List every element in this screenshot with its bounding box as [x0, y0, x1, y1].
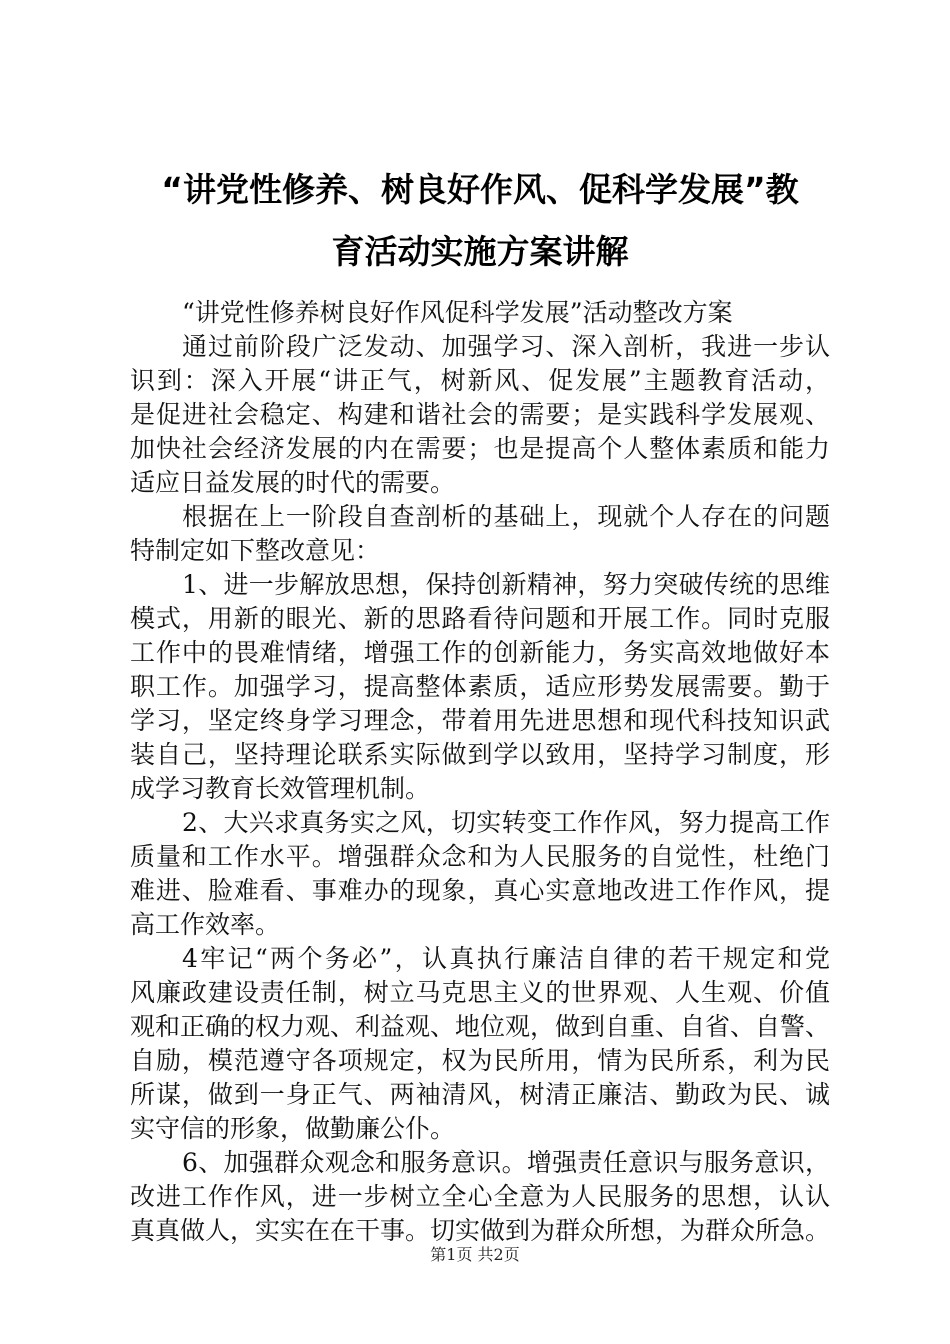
text-line: 风廉政建设责任制，树立马克思主义的世界观、人生观、价值: [130, 978, 830, 1007]
text-line: 实守信的形象，做勤廉公仆。: [130, 1114, 456, 1143]
text-line: 1、进一步解放思想，保持创新精神，努力突破传统的思维: [182, 570, 830, 599]
text-line: 识到：深入开展“讲正气，树新风、促发展”主题教育活动，: [130, 366, 830, 395]
text-line: 改进工作作风，进一步树立全心全意为人民服务的思想，认认: [130, 1182, 830, 1211]
text-line: 观和正确的权力观、利益观、地位观，做到自重、自省、自警、: [130, 1012, 830, 1041]
document-subtitle: “讲党性修养树良好作风促科学发展”活动整改方案: [182, 298, 733, 327]
text-line: 特制定如下整改意见：: [130, 536, 381, 565]
text-line: 2、大兴求真务实之风，切实转变工作作风，努力提高工作: [182, 808, 830, 837]
text-line: 真真做人，实实在在干事。切实做到为群众所想，为群众所急。: [130, 1216, 830, 1245]
text-line: 6、加强群众观念和服务意识。增强责任意识与服务意识，: [182, 1148, 830, 1177]
text-line: 难进、脸难看、事难办的现象，真心实意地改进工作作风，提: [130, 876, 830, 905]
text-line: 通过前阶段广泛发动、加强学习、深入剖析，我进一步认: [182, 332, 830, 361]
text-line: 根据在上一阶段自查剖析的基础上，现就个人存在的问题: [182, 502, 830, 531]
text-line: 学习，坚定终身学习理念，带着用先进思想和现代科技知识武: [130, 706, 830, 735]
text-line: 是促进社会稳定、构建和谐社会的需要；是实践科学发展观、: [130, 400, 830, 429]
text-line: 高工作效率。: [130, 910, 281, 939]
text-line: 自励，模范遵守各项规定，权为民所用，情为民所系，利为民: [130, 1046, 830, 1075]
text-line: 职工作。加强学习，提高整体素质，适应形势发展需要。勤于: [130, 672, 830, 701]
document-body: [130, 296, 830, 1248]
text-line: 装自己，坚持理论联系实际做到学以致用，坚持学习制度，形: [130, 740, 830, 769]
document-title-line-2: 育活动实施方案讲解: [331, 232, 629, 271]
document-title-line-1: “讲党性修养、树良好作风、促科学发展”教: [161, 170, 799, 209]
paragraph-lines: [130, 330, 830, 1248]
text-line: 加快社会经济发展的内在需要；也是提高个人整体素质和能力: [130, 434, 830, 463]
text-line: 成学习教育长效管理机制。: [130, 774, 431, 803]
text-line: 适应日益发展的时代的需要。: [130, 468, 456, 497]
text-line: 质量和工作水平。增强群众念和为人民服务的自觉性，杜绝门: [130, 842, 830, 871]
text-line: 4牢记“两个务必”，认真执行廉洁自律的若干规定和党: [182, 944, 830, 973]
text-line: 所谋，做到一身正气、两袖清风，树清正廉洁、勤政为民、诚: [130, 1080, 830, 1109]
page-footer: 第1页 共2页: [430, 1245, 520, 1264]
text-line: 工作中的畏难情绪，增强工作的创新能力，务实高效地做好本: [130, 638, 830, 667]
text-line: 模式，用新的眼光、新的思路看待问题和开展工作。同时克服: [130, 604, 830, 633]
